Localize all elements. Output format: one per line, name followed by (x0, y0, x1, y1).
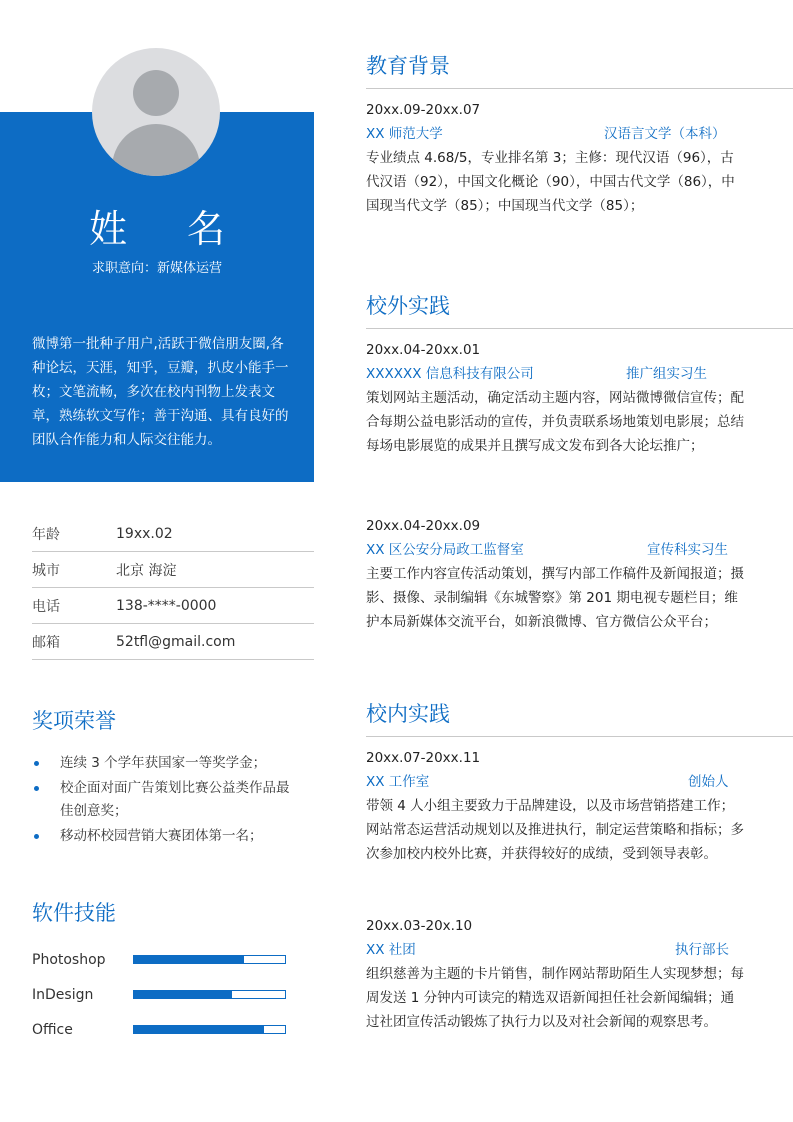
info-label: 城市 (32, 562, 60, 579)
list-item (32, 777, 302, 823)
entry-org: XXXXXX 信息科技有限公司 (366, 366, 534, 382)
avatar-body-icon (112, 124, 200, 176)
skill-name: Photoshop (32, 951, 106, 968)
info-row-phone (32, 588, 314, 624)
entry-role: 汉语言文学（本科） (604, 126, 726, 142)
entry-date: 20xx.04-20xx.01 (366, 342, 481, 358)
entry-date: 20xx.03-20x.10 (366, 918, 473, 934)
entry-date: 20xx.07-20xx.11 (366, 750, 481, 766)
skill-bar-fill (134, 991, 232, 998)
entry-org-row (366, 938, 793, 962)
skill-row (32, 977, 292, 1012)
skill-bar (133, 990, 286, 999)
entry-org: XX 工作室 (366, 774, 430, 790)
practice-entry (366, 514, 793, 634)
section-title: 教育背景 (366, 54, 450, 78)
award-text: 移动杯校园营销大赛团体第一名； (60, 828, 263, 844)
section-divider (366, 736, 793, 737)
info-row-email (32, 624, 314, 660)
entry-role: 创始人 (688, 774, 729, 790)
entry-role: 执行部长 (675, 942, 729, 958)
list-item (32, 825, 302, 848)
awards-list (32, 752, 302, 850)
info-label: 邮箱 (32, 634, 60, 651)
info-label: 年龄 (32, 526, 60, 543)
info-label: 电话 (32, 598, 60, 615)
skill-row (32, 942, 292, 977)
entry-org: XX 社团 (366, 942, 416, 958)
section-title: 校外实践 (366, 294, 450, 318)
section-divider (366, 328, 793, 329)
info-value: 138-****-0000 (116, 597, 217, 614)
section-divider (366, 88, 793, 89)
internal-practice-section (366, 698, 793, 1034)
entry-org-row (366, 362, 793, 386)
info-value: 北京 海淀 (116, 562, 177, 579)
entry-role: 推广组实习生 (626, 366, 707, 382)
section-title: 校内实践 (366, 702, 450, 726)
personal-info (32, 516, 314, 660)
entry-org-row (366, 122, 793, 146)
entry-desc: 主要工作内容宣传活动策划，撰写内部工作稿件及新闻报道；摄影、摄像、录制编辑《东城警察》第 201 期电视专题栏目；维护本局新媒体交流平台，如新浪微博、官方微信公众平台； (366, 566, 744, 630)
info-value: 52tfl@gmail.com (116, 633, 236, 650)
practice-entry (366, 746, 793, 866)
skill-name: Office (32, 1021, 73, 1038)
skill-bar-fill (134, 1026, 264, 1033)
entry-date: 20xx.09-20xx.07 (366, 102, 481, 118)
skill-bar (133, 1025, 286, 1034)
skills-list (32, 942, 292, 1047)
entry-desc: 带领 4 人小组主要致力于品牌建设，以及市场营销搭建工作；网站常态运营活动规划以及推进执行，制定运营策略和指标；多次参加校内校外比赛，并获得较好的成绩，受到领导表彰。 (366, 798, 744, 862)
entry-org: XX 师范大学 (366, 126, 443, 142)
info-value: 19xx.02 (116, 525, 173, 542)
avatar (92, 48, 220, 176)
profile-summary: 微博第一批种子用户,活跃于微信朋友圈,各种论坛，天涯，知乎，豆瓣，扒皮小能手一枚；文笔流畅，多次在校内刊物上发表文章，熟练软文写作；善于沟通、具有良好的团队合作能力和人际交往能力。 (32, 336, 289, 448)
entry-desc: 策划网站主题活动，确定活动主题内容，网站微博微信宣传；配合每期公益电影活动的宣传，并负责联系场地策划电影展；总结每场电影展览的成果并且撰写成文发布到各大论坛推广； (366, 390, 744, 454)
award-text: 连续 3 个学年获国家一等奖学金； (60, 755, 267, 771)
entry-org: XX 区公安分局政工监督室 (366, 542, 524, 558)
info-row-age (32, 516, 314, 552)
skill-name: InDesign (32, 986, 94, 1003)
candidate-name: 姓 名 (88, 207, 250, 251)
entry-desc: 组织慈善为主题的卡片销售，制作网站帮助陌生人实现梦想；每周发送 1 分钟内可读完的精选双语新闻担任社会新闻编辑；通过社团宣传活动锻炼了执行力以及对社会新闻的观察思考。 (366, 966, 744, 1030)
awards-title: 奖项荣誉 (32, 709, 116, 733)
avatar-head-icon (133, 70, 179, 116)
entry-org-row (366, 538, 793, 562)
practice-entry (366, 914, 793, 1034)
entry-org-row (366, 770, 793, 794)
award-text: 校企面对面广告策划比赛公益类作品最佳创意奖； (60, 780, 290, 819)
education-section (366, 50, 793, 218)
external-practice-section (366, 290, 793, 634)
entry-date: 20xx.04-20xx.09 (366, 518, 481, 534)
job-intent: 求职意向：新媒体运营 (91, 261, 222, 276)
bullet-icon (34, 834, 39, 839)
skill-bar-fill (134, 956, 244, 963)
practice-entry (366, 338, 793, 458)
bullet-icon (34, 786, 39, 791)
education-entry (366, 98, 793, 218)
skill-bar (133, 955, 286, 964)
bullet-icon (34, 761, 39, 766)
skills-title: 软件技能 (32, 901, 116, 925)
entry-role: 宣传科实习生 (647, 542, 728, 558)
list-item (32, 752, 302, 775)
entry-desc: 专业绩点 4.68/5，专业排名第 3；主修：现代汉语（96），古代汉语（92），中国文化概论（90），中国古代文学（86），中国现当代文学（85）；中国现当代文学（85）； (366, 150, 735, 214)
skill-row (32, 1012, 292, 1047)
info-row-city (32, 552, 314, 588)
